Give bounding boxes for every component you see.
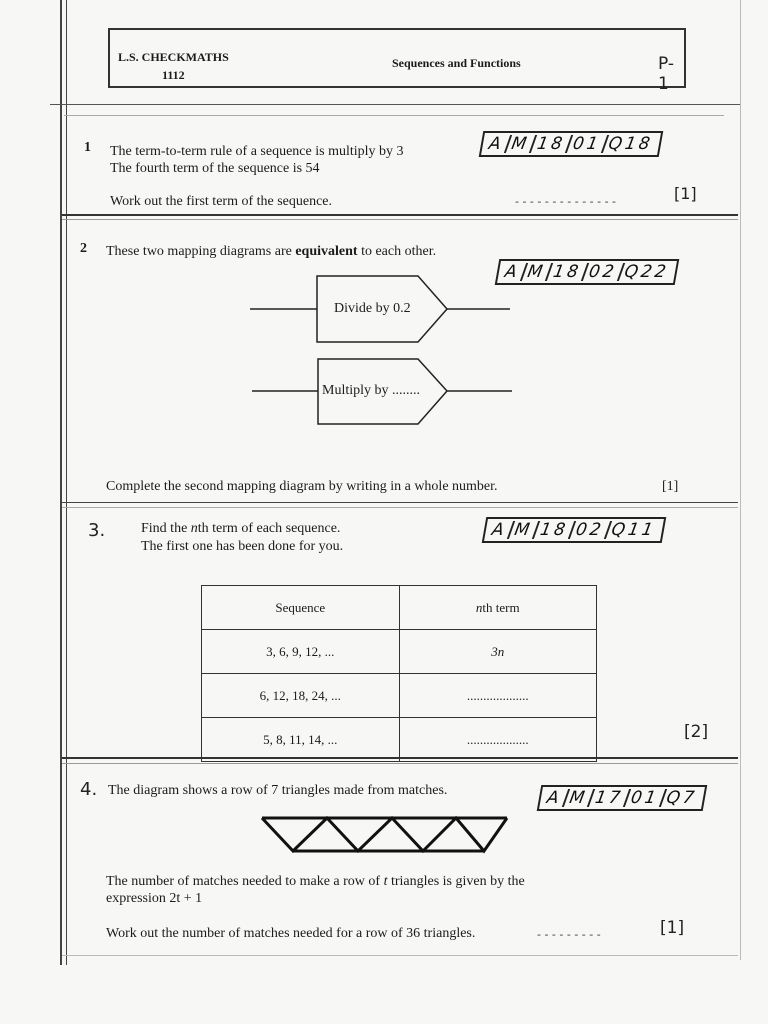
table-header-row [202, 586, 597, 630]
ref-part: M [509, 134, 532, 154]
topic-title: Sequences and Functions [392, 56, 521, 70]
q1-task: Work out the first term of the sequence. [110, 194, 333, 209]
ref-part: M [567, 788, 590, 808]
q3-marks: [2] [684, 722, 709, 742]
q2-box2-label[interactable]: Multiply by ........ [322, 383, 421, 398]
q4-number: 4. [80, 779, 98, 800]
ref-part: Q18 [606, 134, 655, 154]
q2-intro-bold: equivalent [295, 244, 358, 259]
q3-line2: The first one has been done for you. [141, 539, 344, 554]
q2-marks: [1] [662, 479, 679, 494]
q2-intro-text-end: to each other. [357, 244, 437, 259]
ref-part: Q11 [609, 520, 658, 540]
ref-part: A [503, 262, 522, 282]
nth-term-answer-cell[interactable]: ................... [399, 718, 597, 762]
header-nth-term [399, 586, 597, 630]
class-code: 1112 [162, 68, 185, 82]
table-row [202, 674, 597, 718]
q1-marks: [1] [674, 184, 697, 203]
q4-task: Work out the number of matches needed for a row of 36 triangles. [106, 926, 476, 941]
q4-line1 [106, 873, 525, 890]
ref-part: 17 [593, 788, 625, 808]
header-sequence: Sequence [202, 586, 400, 630]
school-name: L.S. CHECKMATHS [118, 50, 229, 64]
q3-line1-text: Find the [141, 521, 191, 536]
header-nth-text: th term [482, 599, 520, 615]
q3-line1 [141, 520, 340, 537]
q4-reference-code [537, 785, 707, 811]
q3-divider-faint [62, 763, 738, 764]
q4-line1-text-end: triangles is given by the [387, 874, 525, 889]
ref-part: 18 [535, 134, 567, 154]
ref-part: 01 [629, 788, 661, 808]
q2-number: 2 [80, 241, 87, 256]
ref-part: M [525, 262, 548, 282]
q1-line1: The term-to-term rule of a sequence is multiply by 3 [110, 144, 404, 159]
sequence-cell: 5, 8, 11, 14, ... [202, 718, 400, 762]
q4-intro: The diagram shows a row of 7 triangles made from matches. [108, 783, 448, 798]
q3-reference-code [482, 517, 666, 543]
sequence-cell: 3, 6, 9, 12, ... [202, 630, 400, 674]
nth-term-answer-cell[interactable]: ................... [399, 674, 597, 718]
page-number: P-1 [658, 54, 675, 94]
sequence-table [201, 585, 597, 762]
q4-line1-t: t [383, 874, 388, 889]
nth-term-cell: 3n [399, 630, 597, 674]
q3-line1-n: n [190, 521, 198, 536]
ref-part: 02 [574, 520, 606, 540]
table-row [202, 630, 597, 674]
q4-line2: expression 2t + 1 [106, 891, 203, 906]
ref-part: 01 [571, 134, 603, 154]
ref-part: 18 [551, 262, 583, 282]
q3-number: 3. [88, 520, 106, 541]
q3-divider [62, 757, 738, 759]
ref-part: 18 [538, 520, 570, 540]
q1-line2: The fourth term of the sequence is 54 [110, 161, 320, 176]
ref-part: Q22 [622, 262, 671, 282]
q3-line1-text-end: th term of each sequence. [197, 521, 341, 536]
ref-part: M [512, 520, 535, 540]
table-row [202, 718, 597, 762]
ref-part: A [487, 134, 506, 154]
q2-divider-faint [62, 507, 738, 508]
q4-marks: [1] [660, 918, 685, 938]
ref-part: A [490, 520, 509, 540]
q4-line1-text: The number of matches needed to make a row of [106, 874, 384, 889]
q2-intro-text: These two mapping diagrams are [106, 244, 296, 259]
ref-part: 02 [587, 262, 619, 282]
q2-task: Complete the second mapping diagram by writing in a whole number. [106, 479, 498, 494]
ref-part: Q7 [664, 788, 699, 808]
bottom-divider [62, 955, 738, 956]
ref-part: A [545, 788, 564, 808]
q4-answer-line[interactable]: - - - - - - - - - [537, 928, 601, 941]
matchstick-triangles [262, 818, 507, 851]
q2-box1-label: Divide by 0.2 [334, 301, 411, 316]
q2-divider [62, 502, 738, 503]
sequence-cell: 6, 12, 18, 24, ... [202, 674, 400, 718]
q1-answer-line[interactable]: - - - - - - - - - - - - - - [515, 195, 617, 208]
q1-number: 1 [84, 140, 91, 155]
header-n: n [475, 599, 483, 615]
